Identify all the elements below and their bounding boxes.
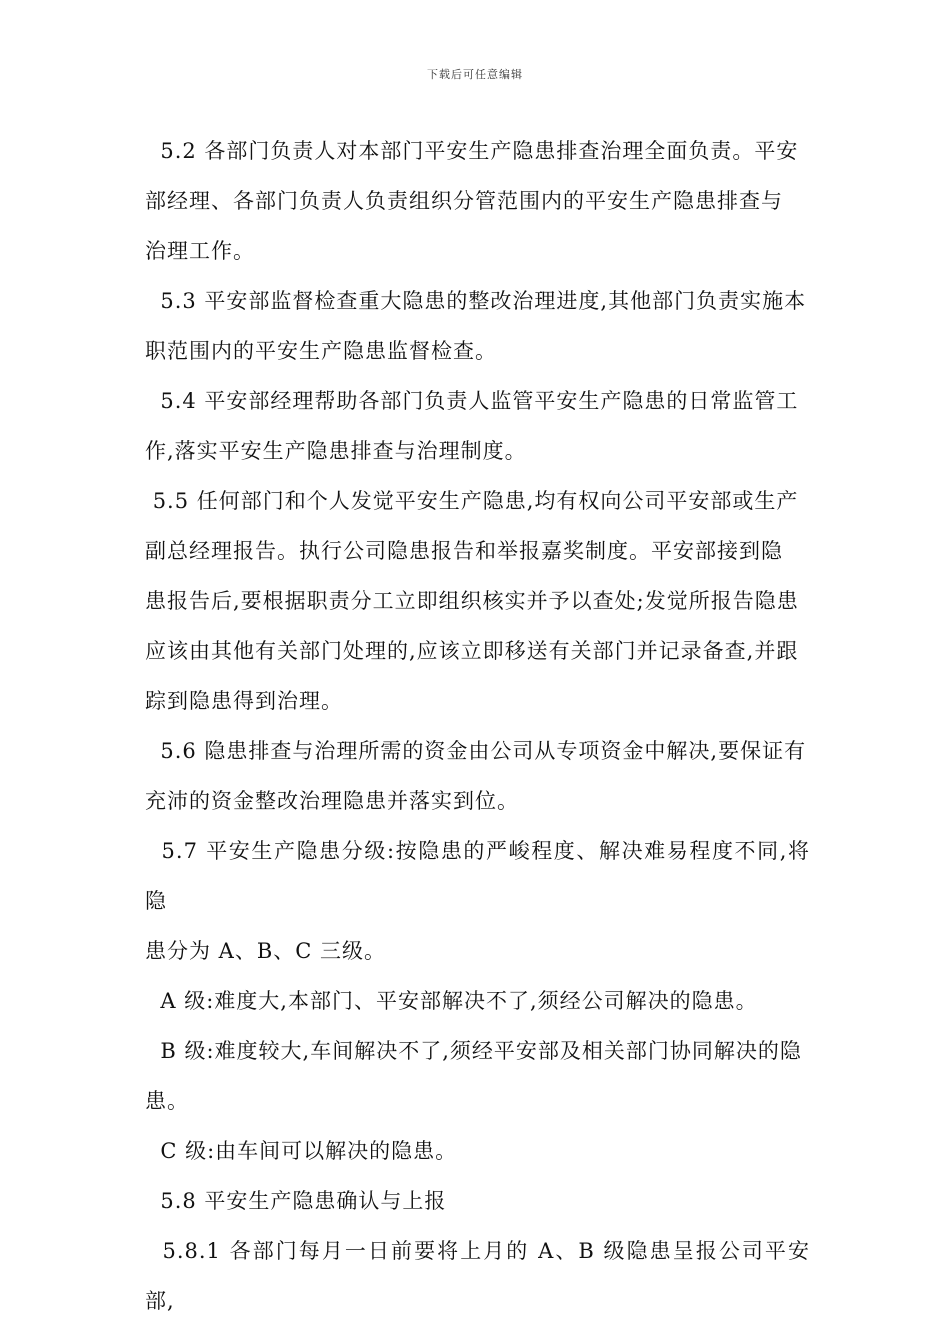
text-line: 患。 [145, 1089, 189, 1113]
text-line: 治理工作。 [145, 239, 255, 263]
text-line: 5.5 任何部门和个人发觉平安生产隐患,均有权向公司平安部或生产 [145, 489, 799, 513]
text-line: 作,落实平安生产隐患排查与治理制度。 [145, 439, 527, 463]
paragraph-grade-c [145, 1126, 810, 1176]
text-line: 踪到隐患得到治理。 [145, 689, 343, 713]
text-line: 5.8 平安生产隐患确认与上报 [145, 1189, 447, 1213]
text-line: C 级:由车间可以解决的隐患。 [145, 1139, 458, 1163]
paragraph-5-5 [145, 476, 810, 726]
text-line: 5.4 平安部经理帮助各部门负责人监管平安生产隐患的日常监管工 [145, 389, 799, 413]
paragraph-5-7 [145, 826, 810, 976]
paragraph-grade-b [145, 1026, 810, 1126]
paragraph-5-3 [145, 276, 810, 376]
text-line: 5.7 平安生产隐患分级:按隐患的严峻程度、解决难易程度不同,将隐 [145, 839, 810, 913]
text-line: 充沛的资金整改治理隐患并落实到位。 [145, 789, 519, 813]
text-line: 副总经理报告。执行公司隐患报告和举报嘉奖制度。平安部接到隐 [145, 539, 783, 563]
text-line: 5.3 平安部监督检查重大隐患的整改治理进度,其他部门负责实施本 [145, 289, 807, 313]
text-line: 5.8.1 各部门每月一日前要将上月的 A、B 级隐患呈报公司平安部, [145, 1239, 810, 1313]
text-line: 部经理、各部门负责人负责组织分管范围内的平安生产隐患排查与 [145, 189, 783, 213]
paragraph-5-8-1 [145, 1226, 810, 1326]
text-line: 患报告后,要根据职责分工立即组织核实并予以查处;发觉所报告隐患 [145, 589, 799, 613]
text-line: 职范围内的平安生产隐患监督检查。 [145, 339, 497, 363]
page-header-note: 下载后可任意编辑 [427, 68, 523, 81]
text-line: 5.6 隐患排查与治理所需的资金由公司从专项资金中解决,要保证有 [145, 739, 807, 763]
text-line: A 级:难度大,本部门、平安部解决不了,须经公司解决的隐患。 [145, 989, 758, 1013]
paragraph-5-2 [145, 126, 810, 276]
text-line: 患分为 A、B、C 三级。 [145, 939, 387, 963]
text-line: 应该由其他有关部门处理的,应该立即移送有关部门并记录备查,并跟 [145, 639, 799, 663]
text-line: 5.2 各部门负责人对本部门平安生产隐患排查治理全面负责。平安 [145, 139, 799, 163]
text-line: B 级:难度较大,车间解决不了,须经平安部及相关部门协同解决的隐 [145, 1039, 802, 1063]
document-body [145, 126, 810, 1326]
paragraph-5-6 [145, 726, 810, 826]
paragraph-5-8 [145, 1176, 810, 1226]
paragraph-5-4 [145, 376, 810, 476]
paragraph-grade-a [145, 976, 810, 1026]
